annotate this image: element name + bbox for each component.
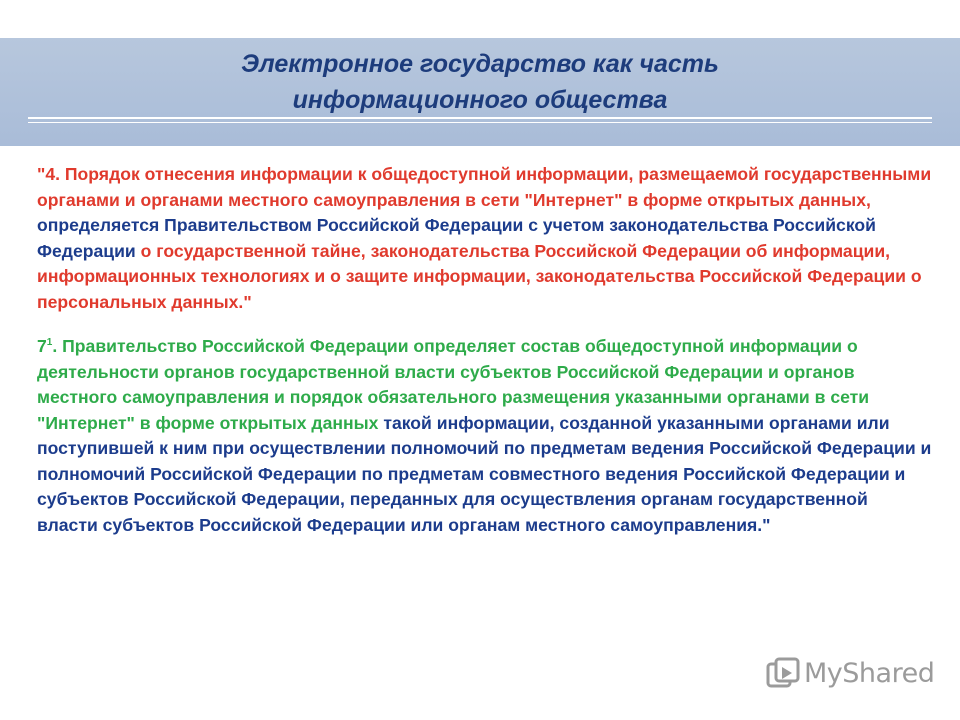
header-divider bbox=[28, 117, 932, 119]
slide-header bbox=[0, 38, 960, 146]
para2-number: 7 bbox=[37, 336, 47, 356]
header-divider-thin bbox=[28, 122, 932, 123]
para2-superscript: 1 bbox=[46, 337, 53, 349]
para1-blue-text: определяется Правительством Российской Федерации с учетом законодательства Российской Федерации bbox=[37, 215, 876, 261]
para2-blue-text: такой информации, созданной указанными органами или поступившей к ним при осуществлении полномочий по предметам ведения Российской Федерации и полномочий Российской Федерации по предметам совместного ведения Российской Федерации и субъектов Российской Федерации, переданных для осуществления органам государственной власти субъектов Российской Федерации или органам местного самоуправления." bbox=[37, 412, 932, 535]
para1-red-text: "4. Порядок отнесения информации к общедоступной информации, размещаемой государственными органами и органами местного самоуправления в сети "Интернет" в форме открытых данных, bbox=[37, 164, 932, 210]
watermark-text: MyShared bbox=[804, 657, 935, 689]
slide-body bbox=[37, 162, 932, 538]
paragraph-article-4 bbox=[37, 162, 932, 315]
slide-title bbox=[0, 46, 960, 118]
para1-red-text-2: о государственной тайне, законодательства Российской Федерации об информации, информационных технологиях и о защите информации, законодательства Российской Федерации о персональных данных." bbox=[37, 240, 922, 312]
paragraph-article-7-1 bbox=[37, 334, 932, 538]
title-line-2: информационного общества bbox=[292, 86, 668, 114]
myshared-logo-icon bbox=[766, 656, 800, 690]
myshared-watermark[interactable] bbox=[766, 656, 934, 690]
title-line-1: Электронное государство как часть bbox=[241, 50, 719, 78]
para2-green-text: . Правительство Российской Федерации определяет состав общедоступной информации о деятельности органов государственной власти субъектов Российской Федерации и органов местного самоуправления и порядок обязательного размещения указанными органами в сети "Интернет" в форме открытых данных bbox=[37, 336, 870, 433]
